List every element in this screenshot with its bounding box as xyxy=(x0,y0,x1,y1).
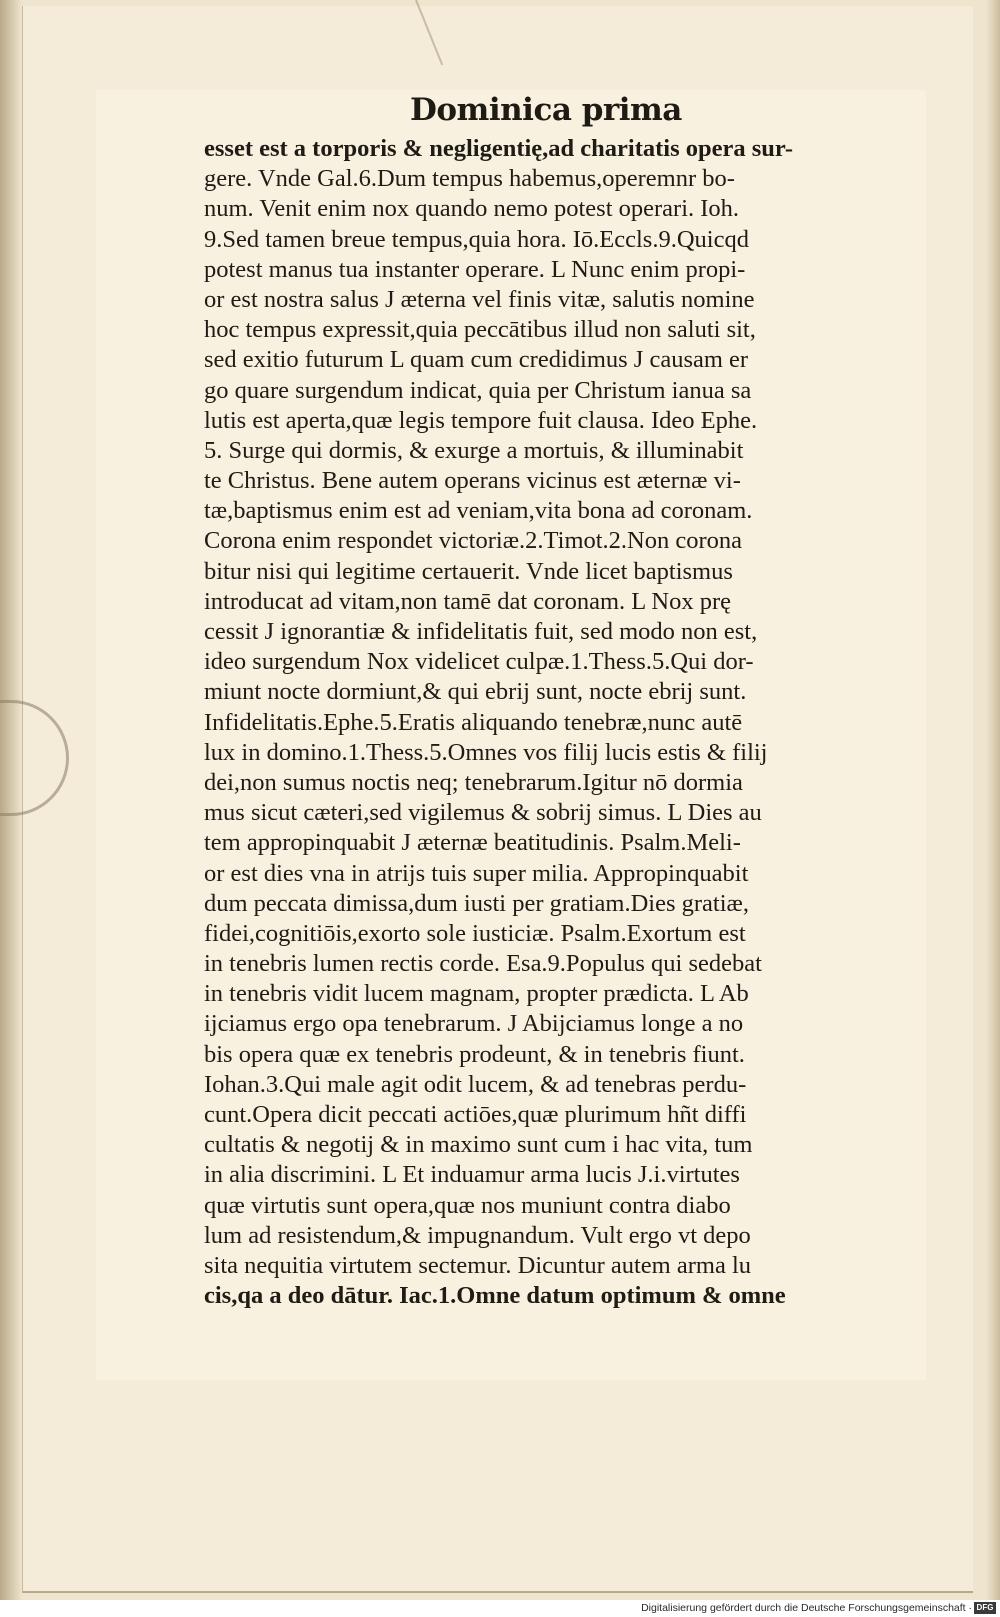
text-line: Corona enim respondet victoriæ.2.Timot.2.Non corona xyxy=(204,527,743,555)
text-line: lum ad resistendum,& impugnandum. Vult ergo vt depo xyxy=(204,1221,751,1249)
text-line: lux in domino.1.Thess.5.Omnes vos filij lucis estis & filij xyxy=(204,738,768,766)
text-line: or est nostra salus J æterna vel finis vitæ, salutis nomine xyxy=(204,285,755,313)
text-line: sita nequitia virtutem sectemur. Dicuntur autem arma lu xyxy=(204,1251,752,1279)
text-line: hoc tempus expressit,quia peccātibus illud non saluti sit, xyxy=(204,316,756,344)
digitization-footer xyxy=(0,1600,1000,1617)
text-line: bis opera quæ ex tenebris prodeunt, & in tenebris fiunt. xyxy=(204,1040,745,1068)
text-line: num. Venit enim nox quando nemo potest operari. Ioh. xyxy=(204,195,740,223)
text-line: 9.Sed tamen breue tempus,quia hora. Iō.Eccls.9.Quicqd xyxy=(204,225,749,253)
text-line: quæ virtutis sunt opera,quæ nos muniunt contra diabo xyxy=(204,1191,731,1219)
text-line: lutis est aperta,quæ legis tempore fuit clausa. Ideo Ephe. xyxy=(204,406,758,434)
text-line: miunt nocte dormiunt,& qui ebrij sunt, nocte ebrij sunt. xyxy=(204,678,747,706)
text-line: go quare surgendum indicat, quia per Christum ianua sa xyxy=(204,376,752,404)
text-line: 5. Surge qui dormis, & exurge a mortuis, & illuminabit xyxy=(204,436,744,464)
text-line: or est dies vna in atrijs tuis super milia. Appropinquabit xyxy=(204,859,749,887)
text-line: ideo surgendum Nox videlicet culpæ.1.Thess.5.Qui dor- xyxy=(204,648,754,676)
text-line: in tenebris lumen rectis corde. Esa.9.Populus qui sedebat xyxy=(204,950,762,978)
text-line: tæ,baptismus enim est ad veniam,vita bona ad coronam. xyxy=(204,497,753,525)
text-line: sed exitio futurum L quam cum credidimus J causam er xyxy=(204,346,749,374)
text-line: in alia discrimini. L Et induamur arma lucis J.i.virtutes xyxy=(204,1161,740,1189)
funding-credit: Digitalisierung gefördert durch die Deutsche Forschungsgemeinschaft · xyxy=(641,1602,972,1614)
text-line: potest manus tua instanter operare. L Nunc enim propi- xyxy=(204,255,746,283)
running-head: Dominica prima xyxy=(410,92,682,128)
text-line: introducat ad vitam,non tamē dat coronam. L Nox prę xyxy=(204,587,732,615)
text-line: bitur nisi qui legitime certauerit. Vnde licet baptismus xyxy=(204,557,733,585)
text-line: dei,non sumus noctis neq; tenebrarum.Igitur nō dormia xyxy=(204,768,743,796)
text-line: dum peccata dimissa,dum iusti per gratiam.Dies gratiæ, xyxy=(204,889,749,917)
text-line: fidei,cognitiōis,exorto sole iusticiæ. Psalm.Exortum est xyxy=(204,919,746,947)
text-line: cis,qa a deo dātur. Iac.1.Omne datum optimum & omne xyxy=(204,1282,786,1310)
text-line: esset est a torporis & negligentię,ad charitatis opera sur- xyxy=(204,135,794,162)
page-right-edge xyxy=(986,0,1000,1600)
text-line: ijciamus ergo opa tenebrarum. J Abijciamus longe a no xyxy=(204,1010,744,1038)
text-line: tem appropinquabit J æternæ beatitudinis. Psalm.Meli- xyxy=(204,829,741,857)
text-line: te Christus. Bene autem operans vicinus est æternæ vi- xyxy=(204,467,741,495)
dfg-logo: DFG xyxy=(974,1602,996,1614)
text-line: cunt.Opera dicit peccati actiōes,quæ plurimum hñt diffi xyxy=(204,1101,747,1128)
text-line: in tenebris vidit lucem magnam, propter prædicta. L Ab xyxy=(204,980,749,1008)
text-line: Infidelitatis.Ephe.5.Eratis aliquando tenebræ,nunc autē xyxy=(204,708,743,736)
text-line: Iohan.3.Qui male agit odit lucem, & ad tenebras perdu- xyxy=(204,1070,747,1098)
text-line: cultatis & negotij & in maximo sunt cum i hac vita, tum xyxy=(204,1131,753,1159)
text-line: mus sicut cæteri,sed vigilemus & sobrij simus. L Dies au xyxy=(204,799,762,827)
body-text xyxy=(204,134,924,1311)
text-line: gere. Vnde Gal.6.Dum tempus habemus,operemnr bo- xyxy=(204,165,735,193)
text-line: cessit J ignorantiæ & infidelitatis fuit, sed modo non est, xyxy=(204,618,758,645)
